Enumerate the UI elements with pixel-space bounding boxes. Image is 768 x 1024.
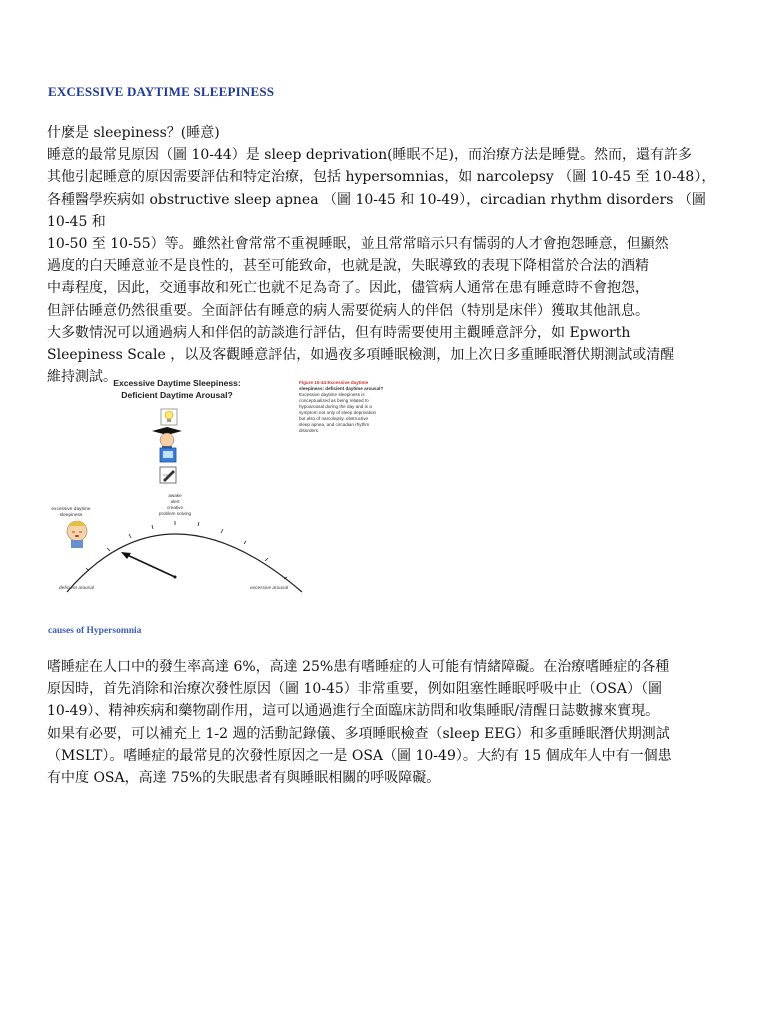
- figure-caption-line: Figure 10-44 Excessive daytime: [299, 380, 369, 385]
- arc-labels: [159, 493, 192, 516]
- page-title: EXCESSIVE DAYTIME SLEEPINESS: [48, 84, 275, 99]
- figure-caption-line: hypoarousal during the day and is a: [299, 404, 372, 409]
- text-line: 中毒程度，因此，交通事故和死亡也就不足為奇了。因此，儘管病人通常在患有睡意時不會抱怨，: [47, 280, 649, 297]
- writing-icon: [160, 467, 176, 483]
- figure-caption-line: conceptualized as being related to: [299, 398, 369, 403]
- arc-label: problem solving: [158, 511, 192, 516]
- hypersomnia-paragraph: [47, 656, 722, 789]
- figure-heading-line1: Excessive Daytime Sleepiness:: [113, 378, 241, 388]
- computer-icon: [160, 448, 176, 462]
- figure-caption-line: sleepiness: deficient daytime arousal?: [299, 386, 384, 391]
- lightbulb-icon: [161, 409, 177, 425]
- sleepy-face-icon: [67, 521, 87, 548]
- arousal-needle-icon: [121, 552, 177, 579]
- text-line: 但評估睡意仍然很重要。全面評估有睡意的病人需要從病人的伴侶（特別是床伴）獲取其他訊息。: [47, 302, 649, 319]
- section-caption: causes of Hypersomnia: [48, 626, 142, 636]
- figure-caption-line: symptom not only of sleep deprivation: [299, 410, 377, 415]
- graduate-face-icon: [152, 427, 182, 451]
- figure-caption-line: but also of narcolepsy, obstructive: [299, 416, 369, 421]
- text-line: 什麼是 sleepiness？(睡意): [47, 125, 220, 141]
- text-line: 如果有必要，可以補充上 1-2 週的活動記錄儀、多項睡眠檢查（sleep EEG）和多重睡眠潛伏期測試: [47, 725, 670, 742]
- text-line: 10-50 至 10-55）等。雖然社會常常不重視睡眠，並且常常暗示只有懦弱的人才會抱怨睡意，但顯然: [47, 236, 669, 253]
- figure-caption-line: disorders.: [299, 428, 320, 433]
- deficient-arousal-label: deficient arousal: [59, 586, 94, 591]
- arc-label: alert: [170, 499, 180, 504]
- text-line: 有中度 OSA，高達 75%的失眠患者有與睡眠相關的呼吸障礙。: [47, 770, 441, 787]
- figure-caption-line: sleep apnea, and circadian rhythm: [299, 422, 370, 427]
- text-line: （MSLT）。嗜睡症的最常見的次發性原因之一是 OSA（圖 10-49）。大約有 15 個成年人中有一個患: [47, 747, 672, 764]
- text-line: 嗜睡症在人口中的發生率高達 6%，高達 25%患有嗜睡症的人可能有情緒障礙。在治療嗜睡症的各種: [47, 659, 670, 675]
- excessive-arousal-label: excessive arousal: [250, 586, 289, 591]
- arc-label: awake: [168, 493, 182, 498]
- sleepiness-label-line2: sleepiness: [59, 513, 83, 518]
- figure-illustration: [47, 374, 407, 596]
- text-line: 大多數情況可以通過病人和伴侶的訪談進行評估，但有時需要使用主觀睡意評分，如 Epworth: [47, 324, 631, 341]
- text-line: 睡意的最常見原因（圖 10-44）是 sleep deprivation(睡眠不足)，而治療方法是睡覺。然而，還有許多: [47, 147, 693, 164]
- arousal-arc: [67, 534, 302, 592]
- arc-label: creative: [166, 505, 184, 510]
- text-line: 各種醫學疾病如 obstructive sleep apnea （圖 10-45 和 10-49），circadian rhythm disorders （圖 10-45 和: [47, 191, 706, 230]
- text-line: 維持測試。: [47, 369, 117, 386]
- text-line: 其他引起睡意的原因需要評估和特定治療，包括 hypersomnias，如 narcolepsy （圖 10-45 至 10-48），: [47, 169, 716, 186]
- intro-paragraph: [47, 122, 722, 388]
- text-line: Sleepiness Scale ，以及客觀睡意評估，如過夜多項睡眠檢測，加上次日多重睡眠潛伏期測試或清醒: [47, 347, 675, 364]
- figure-10-44: [47, 374, 407, 596]
- text-line: 原因時，首先消除和治療次發性原因（圖 10-45）非常重要，例如阻塞性睡眠呼吸中止（OSA）（圖: [47, 681, 662, 698]
- sleepiness-label-line1: excessive daytime: [51, 507, 91, 512]
- figure-caption: [299, 380, 383, 433]
- text-line: 10-49）、精神疾病和藥物副作用，這可以通過進行全面臨床訪問和收集睡眠/清醒日誌數據來實現。: [47, 703, 660, 720]
- figure-heading-line2: Deficient Daytime Arousal?: [121, 390, 233, 400]
- figure-caption-line: Excessive daytime sleepiness is: [299, 392, 365, 397]
- text-line: 過度的白天睡意並不是良性的，甚至可能致命，也就是說，失眠導致的表現下降相當於合法的酒精: [47, 258, 649, 275]
